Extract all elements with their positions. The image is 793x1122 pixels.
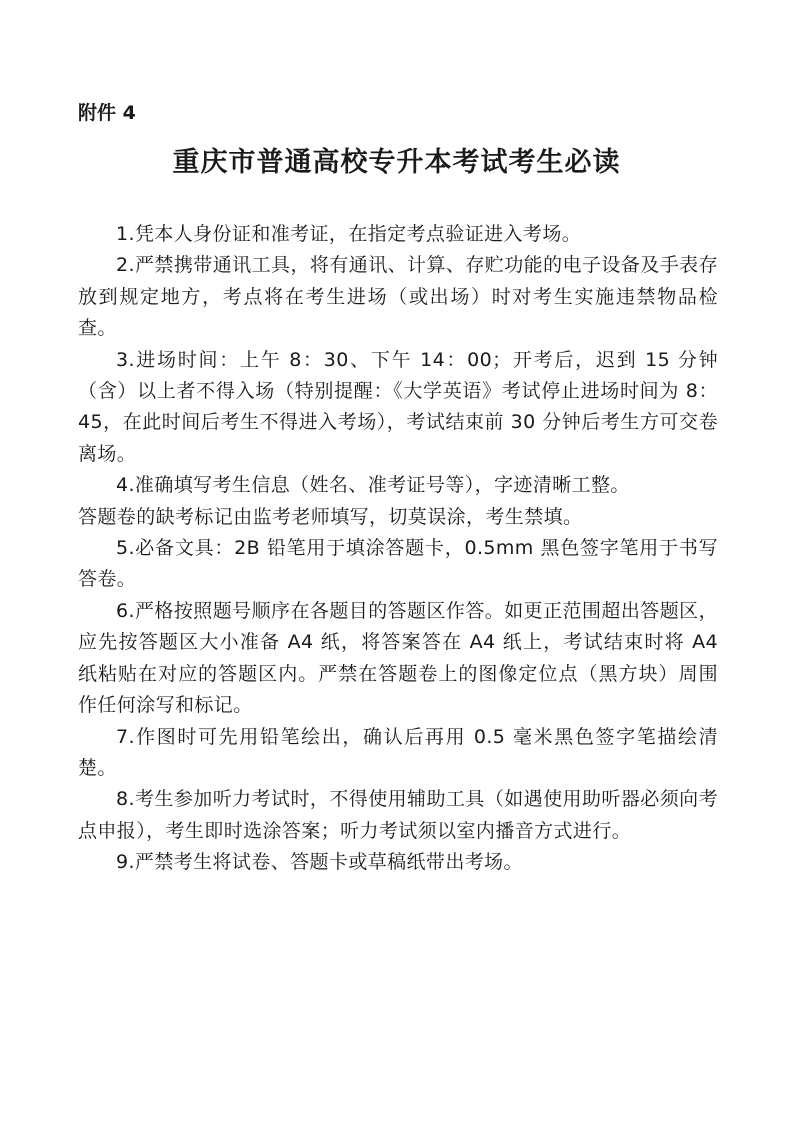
rule-paragraph-3: 3.进场时间：上午 8：30、下午 14：00；开考后，迟到 15 分钟（含）以上者不得入场（特别提醒：《大学英语》考试停止进场时间为 8：45，在此时间后考生不得进入考场），考试结束前 30 分钟后考生方可交卷离场。 — [78, 348, 718, 465]
rule-paragraph-6: 6.严格按照题号顺序在各题目的答题区作答。如更正范围超出答题区，应先按答题区大小准备 A4 纸，将答案答在 A4 纸上，考试结束时将 A4 纸粘贴在对应的答题区内。严禁在答题卷上的图像定位点（黑方块）周围作任何涂写和标记。 — [78, 599, 718, 717]
rule-paragraph-1: 1.凭本人身份证和准考证，在指定考点验证进入考场。 — [116, 223, 582, 245]
rule-paragraph-7: 7.作图时可先用铅笔绘出，确认后再用 0.5 毫米黑色签字笔描绘清楚。 — [78, 725, 718, 779]
rule-paragraph-4: 4.准确填写考生信息（姓名、准考证号等），字迹清晰工整。 — [116, 474, 630, 497]
rule-paragraph-5: 5.必备文具：2B 铅笔用于填涂答题卡，0.5mm 黑色签字笔用于书写答卷。 — [78, 537, 718, 591]
rule-paragraph-9: 9.严禁考生将试卷、答题卡或草稿纸带出考场。 — [116, 851, 523, 874]
rule-paragraph-2: 2.严禁携带通讯工具，将有通讯、计算、存贮功能的电子设备及手表存放到规定地方，考点将在考生进场（或出场）时对考生实施违禁物品检查。 — [78, 254, 718, 340]
document-body — [78, 219, 718, 879]
document-title: 重庆市普通高校专升本考试考生必读 — [172, 147, 621, 178]
attachment-label: 附件 4 — [78, 102, 136, 124]
rule-paragraph-8: 8.考生参加听力考试时，不得使用辅助工具（如遇使用助听器必须向考点申报），考生即时选涂答案；听力考试须以室内播音方式进行。 — [78, 788, 718, 842]
rule-paragraph-4-continued: 答题卷的缺考标记由监考老师填写，切莫误涂，考生禁填。 — [78, 505, 583, 528]
